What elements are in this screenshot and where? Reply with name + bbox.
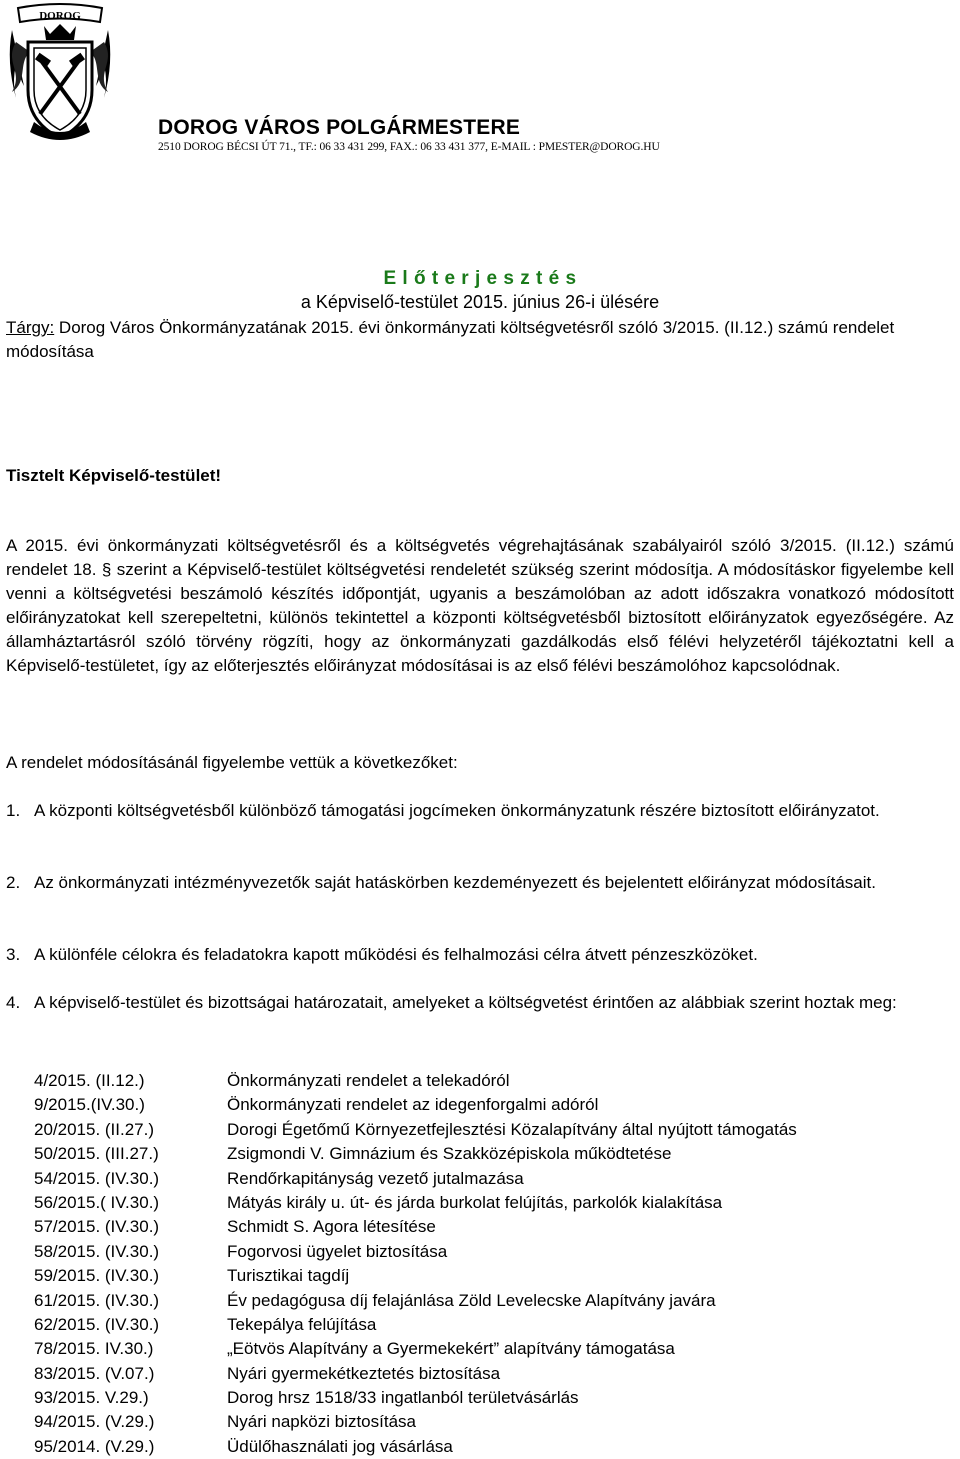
ordinance-row (34, 1215, 954, 1239)
considerations-heading: A rendelet módosításánál figyelembe vettük a következőket: (6, 753, 458, 772)
ordinance-number: 62/2015. (IV.30.) (34, 1314, 160, 1334)
subject-label: Tárgy: (6, 318, 55, 337)
ordinance-description: Dorogi Égetőmű Környezetfejlesztési Közalapítvány által nyújtott támogatás (227, 1119, 797, 1139)
city-crest (4, 2, 116, 144)
ordinance-number: 61/2015. (IV.30.) (34, 1290, 160, 1310)
ordinance-number: 95/2014. (V.29.) (34, 1436, 155, 1456)
list-item-number: 2. (6, 873, 21, 892)
considerations-list-item (6, 871, 954, 895)
crest-banner-text: DOROG (39, 10, 81, 22)
ordinance-number: 9/2015.(IV.30.) (34, 1095, 145, 1115)
ordinance-description: Dorog hrsz 1518/33 ingatlanból területvásárlás (227, 1388, 579, 1408)
ordinance-row (34, 1362, 954, 1386)
ordinance-description: Fogorvosi ügyelet biztosítása (227, 1241, 448, 1261)
ordinance-row (34, 1386, 954, 1410)
ordinance-row (34, 1191, 954, 1215)
list-item-text: A különféle célokra és feladatokra kapott működési és felhalmozási célra átvett pénzeszközöket. (34, 945, 758, 964)
list-item-text: A központi költségvetésből különböző támogatási jogcímeken önkormányzatunk részére biztosított előirányzatot. (34, 801, 880, 820)
ordinance-description: „Eötvös Alapítvány a Gyermekekért” alapítvány támogatása (227, 1339, 675, 1359)
organization-name: DOROG VÁROS POLGÁRMESTERE (158, 116, 521, 139)
ordinance-row (34, 1313, 954, 1337)
ordinance-row (34, 1289, 954, 1313)
ordinance-description: Nyári napközi biztosítása (227, 1412, 416, 1432)
ordinance-description: Önkormányzati rendelet az idegenforgalmi adóról (227, 1095, 599, 1115)
ordinance-number: 54/2015. (IV.30.) (34, 1168, 160, 1188)
ordinance-row (34, 1167, 954, 1191)
list-item-text: A képviselő-testület és bizottságai határozatait, amelyeket a költségvetést érintően az alábbiak szerint hoztak meg: (34, 993, 897, 1012)
subject-text: Dorog Város Önkormányzatának 2015. évi önkormányzati költségvetésről szóló 3/2015. (II.12.) számú rendelet módosítása (6, 318, 895, 361)
ordinance-row (34, 1069, 954, 1093)
list-item (6, 943, 954, 967)
list-item-number: 1. (6, 801, 21, 820)
organization-address: 2510 DOROG BÉCSI ÚT 71., TF.: 06 33 431 299, FAX.: 06 33 431 377, E-MAIL : PMESTER@DOROG.HU (158, 141, 660, 153)
ordinance-description: Év pedagógusa díj felajánlása Zöld Levelecske Alapítvány javára (227, 1290, 716, 1310)
ordinance-number: 58/2015. (IV.30.) (34, 1241, 160, 1261)
list-item (6, 871, 954, 895)
ordinance-number: 78/2015. IV.30.) (34, 1339, 154, 1359)
document-subtitle: a Képviselő-testület 2015. június 26-i ülésére (300, 292, 660, 312)
list-item (6, 991, 954, 1015)
intro-paragraph: A 2015. évi önkormányzati költségvetésről és a költségvetés végrehajtásának szabályairól szóló 3/2015. (II.12.) számú rendelet 18. § szerint a Képviselő-testület költségvetési rendeletét szükség szerint módosítja. A módosításkor figyelembe kell venni a költségvetési beszámoló készítés időpontját, ugyanis a beszámolóban az adott időszakra vonatkozó módosított előirányzatokat kell szerepeltetni, különös tekintettel a központi költségvetésből biztosított előirányzatok egyezőségére. Az államháztartásról szóló törvény rögzíti, hogy az önkormányzati gazdálkodás első félévi helyzetéről tájékoztatni kell a Képviselő-testületet, így az előterjesztés előirányzat módosításai is az első félévi beszámolóhoz kapcsolódnak. (6, 536, 954, 675)
ordinance-row (34, 1240, 954, 1264)
considerations-list-item (6, 943, 954, 967)
ordinance-number: 83/2015. (V.07.) (34, 1363, 155, 1383)
ordinance-row (34, 1435, 954, 1459)
list-item-number: 3. (6, 945, 21, 964)
ordinance-description: Zsigmondi V. Gimnázium és Szakközépiskola működtetése (227, 1144, 672, 1164)
ordinance-row (34, 1142, 954, 1166)
ordinance-number: 50/2015. (III.27.) (34, 1144, 159, 1164)
ordinance-description: Tekepálya felújítása (227, 1314, 377, 1334)
salutation: Tisztelt Képviselő-testület! (6, 466, 222, 485)
ordinance-description: Rendőrkapitányság vezető jutalmazása (227, 1168, 524, 1188)
ordinance-description: Schmidt S. Agora létesítése (227, 1217, 436, 1237)
crest-icon (4, 2, 116, 144)
ordinance-number: 4/2015. (II.12.) (34, 1071, 145, 1090)
considerations-list-item (6, 799, 954, 823)
list-item (6, 799, 954, 823)
ordinance-number: 56/2015.( IV.30.) (34, 1192, 160, 1212)
ordinance-description: Nyári gyermekétkeztetés biztosítása (227, 1363, 501, 1383)
ordinance-number: 59/2015. (IV.30.) (34, 1266, 160, 1286)
ordinance-number: 93/2015. V.29.) (34, 1388, 149, 1408)
ordinance-row (34, 1118, 954, 1142)
document-title: E l ő t e r j e s z t é s (383, 268, 577, 289)
ordinance-description: Önkormányzati rendelet a telekadóról (227, 1071, 510, 1090)
subject-line (6, 316, 954, 364)
ordinance-number: 20/2015. (II.27.) (34, 1119, 155, 1139)
ordinance-row (34, 1337, 954, 1361)
ordinance-row (34, 1093, 954, 1117)
ordinance-number: 94/2015. (V.29.) (34, 1412, 155, 1432)
ordinances-list (34, 1069, 954, 1459)
considerations-list-item (6, 991, 954, 1015)
ordinance-description: Mátyás király u. út- és járda burkolat felújítás, parkolók kialakítása (227, 1192, 723, 1212)
ordinance-description: Turisztikai tagdíj (227, 1266, 350, 1286)
list-item-number: 4. (6, 993, 21, 1012)
ordinance-description: Üdülőhasználati jog vásárlása (227, 1436, 453, 1456)
list-item-text: Az önkormányzati intézményvezetők saját hatáskörben kezdeményezett és bejelentett előirányzat módosításait. (34, 873, 876, 892)
ordinance-row (34, 1264, 954, 1288)
ordinance-row (34, 1410, 954, 1434)
ordinance-number: 57/2015. (IV.30.) (34, 1217, 160, 1237)
